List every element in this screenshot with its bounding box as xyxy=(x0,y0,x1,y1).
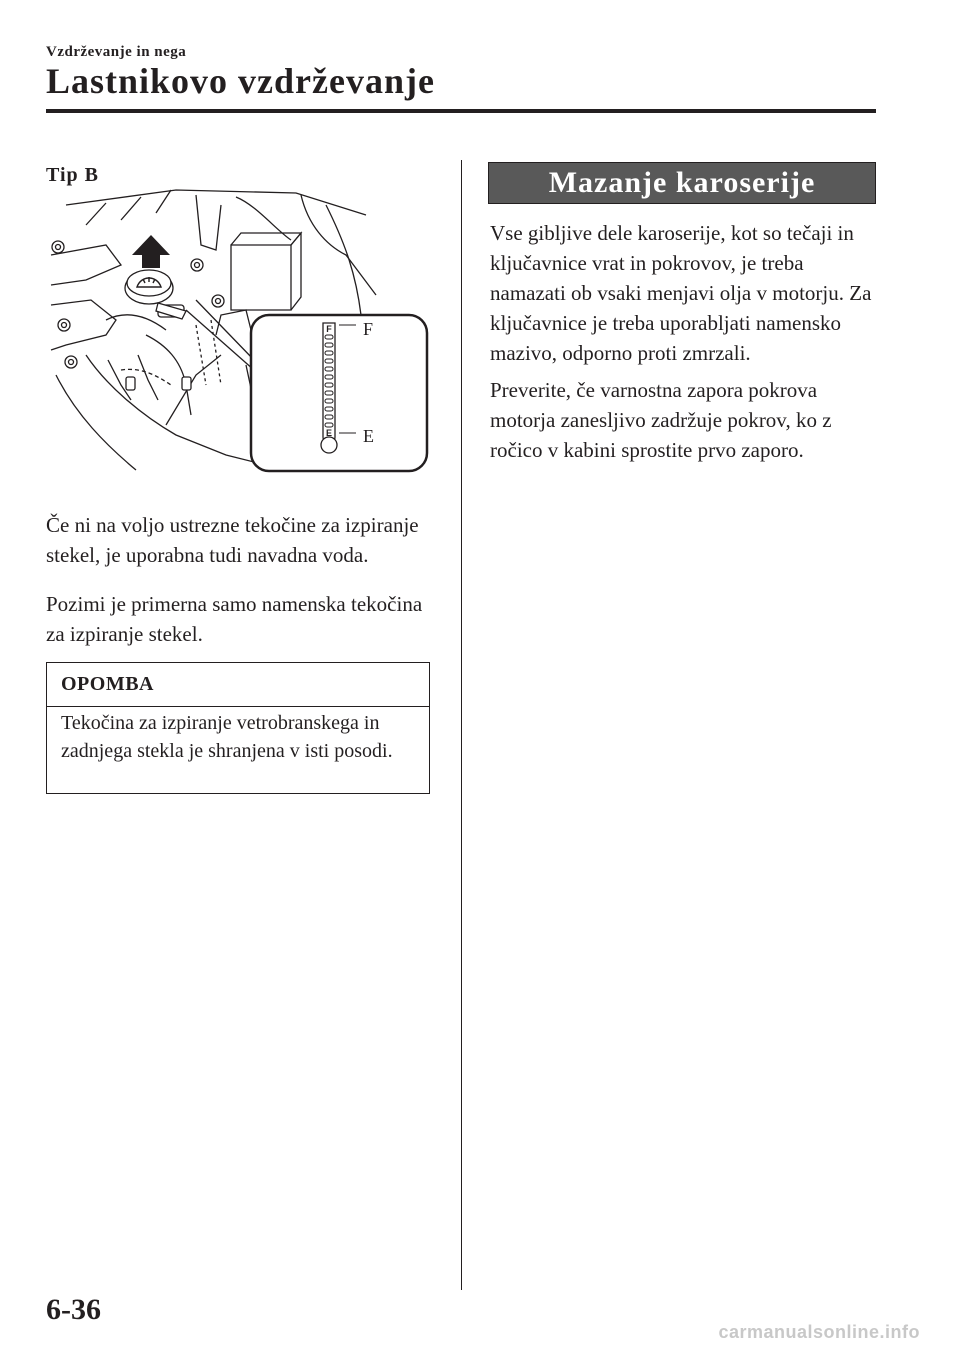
paragraph-hood-latch: Preverite, če varnostna zapora pokrova motorja zanesljivo zadržuje pokrov, ko z ročico v kabini sprostite prvo zaporo. xyxy=(490,378,832,462)
header-rule xyxy=(46,109,876,113)
page-number: 6-36 xyxy=(46,1293,101,1326)
column-divider xyxy=(461,160,462,1290)
engine-bay-illustration xyxy=(46,185,436,475)
chapter-title: Lastnikovo vzdrževanje xyxy=(46,61,435,101)
washer-reservoir-figure xyxy=(46,185,436,475)
note-box xyxy=(46,662,430,794)
gauge-e-label: E xyxy=(363,426,374,446)
section-label: Vzdrževanje in nega xyxy=(46,44,187,60)
paragraph-body-lubrication: Vse gibljive dele karoserije, kot so tečaji in ključavnice vrat in pokrovov, je treba namazati ob vsaki menjavi olja v motorju. Za ključavnice je treba uporabljati namensko mazivo, odporno proti zmrzali. xyxy=(490,221,872,365)
note-text: Tekočina za izpiranje vetrobranskega in zadnjega stekla je shranjena v isti posodi. xyxy=(61,712,393,762)
paragraph-winter-fluid: Pozimi je primerna samo namenska tekočina za izpiranje stekel. xyxy=(46,592,423,646)
section-heading-bar xyxy=(488,162,876,204)
front-arrow-icon xyxy=(132,235,170,268)
gauge-e-mark: E xyxy=(325,428,333,438)
watermark: carmanualsonline.info xyxy=(718,1322,920,1342)
note-title: OPOMBA xyxy=(61,673,154,695)
note-divider xyxy=(47,706,429,707)
gauge-f-mark: F xyxy=(326,324,332,334)
paragraph-water-alternative: Če ni na voljo ustrezne tekočine za izpiranje stekel, je uporabna tudi navadna voda. xyxy=(46,513,419,567)
figure-label: Tip B xyxy=(46,164,99,186)
gauge-f-label: F xyxy=(363,319,374,339)
section-heading: Mazanje karoserije xyxy=(548,166,816,199)
